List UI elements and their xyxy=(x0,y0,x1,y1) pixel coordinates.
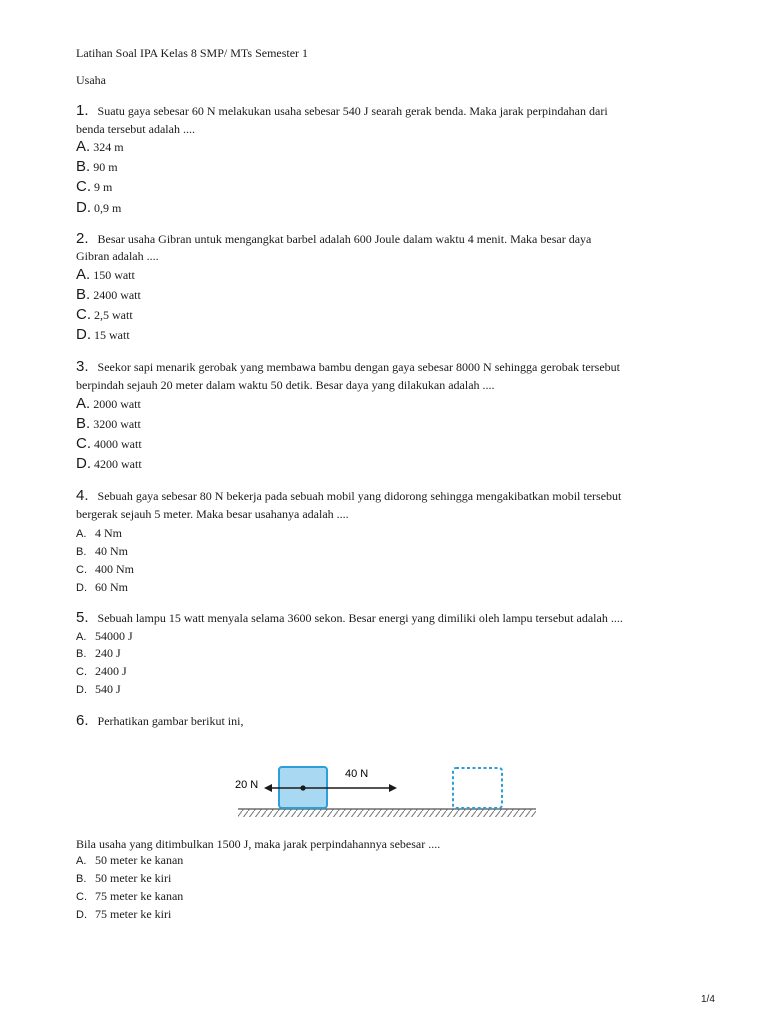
question-line xyxy=(76,489,621,503)
option-a xyxy=(76,628,133,645)
question-number: 4. xyxy=(76,487,89,504)
option-text: 2,5 watt xyxy=(94,308,133,322)
option-d xyxy=(76,327,130,343)
question-line xyxy=(76,611,623,625)
option-b xyxy=(76,159,118,175)
option-b xyxy=(76,416,141,432)
option-letter: D. xyxy=(76,199,91,216)
option-text: 90 m xyxy=(93,160,118,174)
option-text: 4000 watt xyxy=(94,437,142,451)
option-a xyxy=(76,852,183,869)
option-letter: A. xyxy=(76,528,87,540)
question-text: Besar usaha Gibran untuk mengangkat barbel adalah 600 Joule dalam waktu 4 menit. Maka besar daya xyxy=(97,232,592,246)
question-text: Perhatikan gambar berikut ini, xyxy=(97,714,244,728)
option-a xyxy=(76,525,122,542)
option-a xyxy=(76,267,135,283)
option-letter: B. xyxy=(76,873,87,885)
option-letter: A. xyxy=(76,138,91,155)
option-letter: B. xyxy=(76,415,91,432)
option-text: 2000 watt xyxy=(93,397,141,411)
option-b xyxy=(76,543,128,560)
right-force-label: 40 N xyxy=(345,768,369,780)
option-text: 400 Nm xyxy=(95,562,134,576)
option-a xyxy=(76,139,124,155)
question-text: bergerak sejauh 5 meter. Maka besar usahanya adalah .... xyxy=(76,507,349,521)
option-text: 50 meter ke kanan xyxy=(95,853,184,867)
question-text: berpindah sejauh 20 meter dalam waktu 50 detik. Besar daya yang dilakukan adalah .... xyxy=(76,378,495,392)
option-d xyxy=(76,579,128,596)
question-number: 2. xyxy=(76,230,89,247)
option-text: 0,9 m xyxy=(94,201,122,215)
option-letter: D. xyxy=(76,684,87,696)
option-d xyxy=(76,200,121,216)
option-b xyxy=(76,287,141,303)
option-letter: B. xyxy=(76,546,87,558)
page-number: 1/4 xyxy=(701,994,715,1005)
option-text: 540 J xyxy=(95,682,121,696)
option-letter: B. xyxy=(76,648,87,660)
option-a xyxy=(76,396,141,412)
question-line xyxy=(76,232,591,246)
option-d xyxy=(76,681,121,698)
option-d xyxy=(76,906,171,923)
option-letter: C. xyxy=(76,435,91,452)
option-text: 4 Nm xyxy=(95,526,122,540)
option-text: 9 m xyxy=(94,180,113,194)
left-force-label: 20 N xyxy=(235,779,259,791)
force-diagram xyxy=(230,755,540,825)
option-letter: A. xyxy=(76,266,91,283)
block-final-position xyxy=(453,768,502,808)
question-text: Bila usaha yang ditimbulkan 1500 J, maka jarak perpindahannya sebesar .... xyxy=(76,837,441,851)
option-text: 15 watt xyxy=(94,328,130,342)
question-line xyxy=(76,360,620,374)
question-number: 5. xyxy=(76,609,89,626)
option-text: 60 Nm xyxy=(95,580,128,594)
option-d xyxy=(76,456,142,472)
option-letter: D. xyxy=(76,326,91,343)
option-b xyxy=(76,870,171,887)
option-text: 2400 watt xyxy=(93,288,141,302)
option-c xyxy=(76,179,112,195)
option-b xyxy=(76,645,121,662)
document-title: Latihan Soal IPA Kelas 8 SMP/ MTs Semester 1 xyxy=(76,46,309,60)
option-text: 240 J xyxy=(95,646,121,660)
option-text: 2400 J xyxy=(95,664,127,678)
question-number: 6. xyxy=(76,712,89,729)
option-letter: D. xyxy=(76,909,87,921)
question-text: benda tersebut adalah .... xyxy=(76,122,195,136)
option-text: 50 meter ke kiri xyxy=(95,871,172,885)
option-letter: C. xyxy=(76,178,91,195)
option-letter: C. xyxy=(76,306,91,323)
option-c xyxy=(76,561,134,578)
option-letter: D. xyxy=(76,455,91,472)
option-text: 75 meter ke kanan xyxy=(95,889,184,903)
option-text: 54000 J xyxy=(95,629,133,643)
option-c xyxy=(76,307,133,323)
option-letter: C. xyxy=(76,666,87,678)
option-text: 3200 watt xyxy=(93,417,141,431)
option-letter: C. xyxy=(76,891,87,903)
option-letter: A. xyxy=(76,395,91,412)
option-text: 75 meter ke kiri xyxy=(95,907,172,921)
question-text: Suatu gaya sebesar 60 N melakukan usaha sebesar 540 J searah gerak benda. Maka jarak perpindahan dari xyxy=(97,104,608,118)
option-letter: A. xyxy=(76,855,87,867)
option-letter: A. xyxy=(76,631,87,643)
question-line xyxy=(76,714,243,728)
option-letter: B. xyxy=(76,158,91,175)
question-number: 3. xyxy=(76,358,89,375)
question-text: Gibran adalah .... xyxy=(76,249,159,263)
option-c xyxy=(76,436,142,452)
question-line xyxy=(76,104,608,118)
option-c xyxy=(76,663,127,680)
option-text: 40 Nm xyxy=(95,544,128,558)
question-number: 1. xyxy=(76,102,89,119)
option-c xyxy=(76,888,183,905)
ground-surface xyxy=(238,809,536,817)
force-origin-dot xyxy=(300,785,305,790)
option-text: 150 watt xyxy=(93,268,135,282)
option-letter: B. xyxy=(76,286,91,303)
question-text: Sebuah lampu 15 watt menyala selama 3600 sekon. Besar energi yang dimiliki oleh lampu tersebut adalah .... xyxy=(97,611,623,625)
option-letter: C. xyxy=(76,564,87,576)
question-text: Seekor sapi menarik gerobak yang membawa bambu dengan gaya sebesar 8000 N sehingga gerobak tersebut xyxy=(97,360,621,374)
option-text: 324 m xyxy=(93,140,124,154)
option-text: 4200 watt xyxy=(94,457,142,471)
topic-heading: Usaha xyxy=(76,73,106,87)
question-text: Sebuah gaya sebesar 80 N bekerja pada sebuah mobil yang didorong sehingga mengakibatkan mobil tersebut xyxy=(97,489,622,503)
option-letter: D. xyxy=(76,582,87,594)
